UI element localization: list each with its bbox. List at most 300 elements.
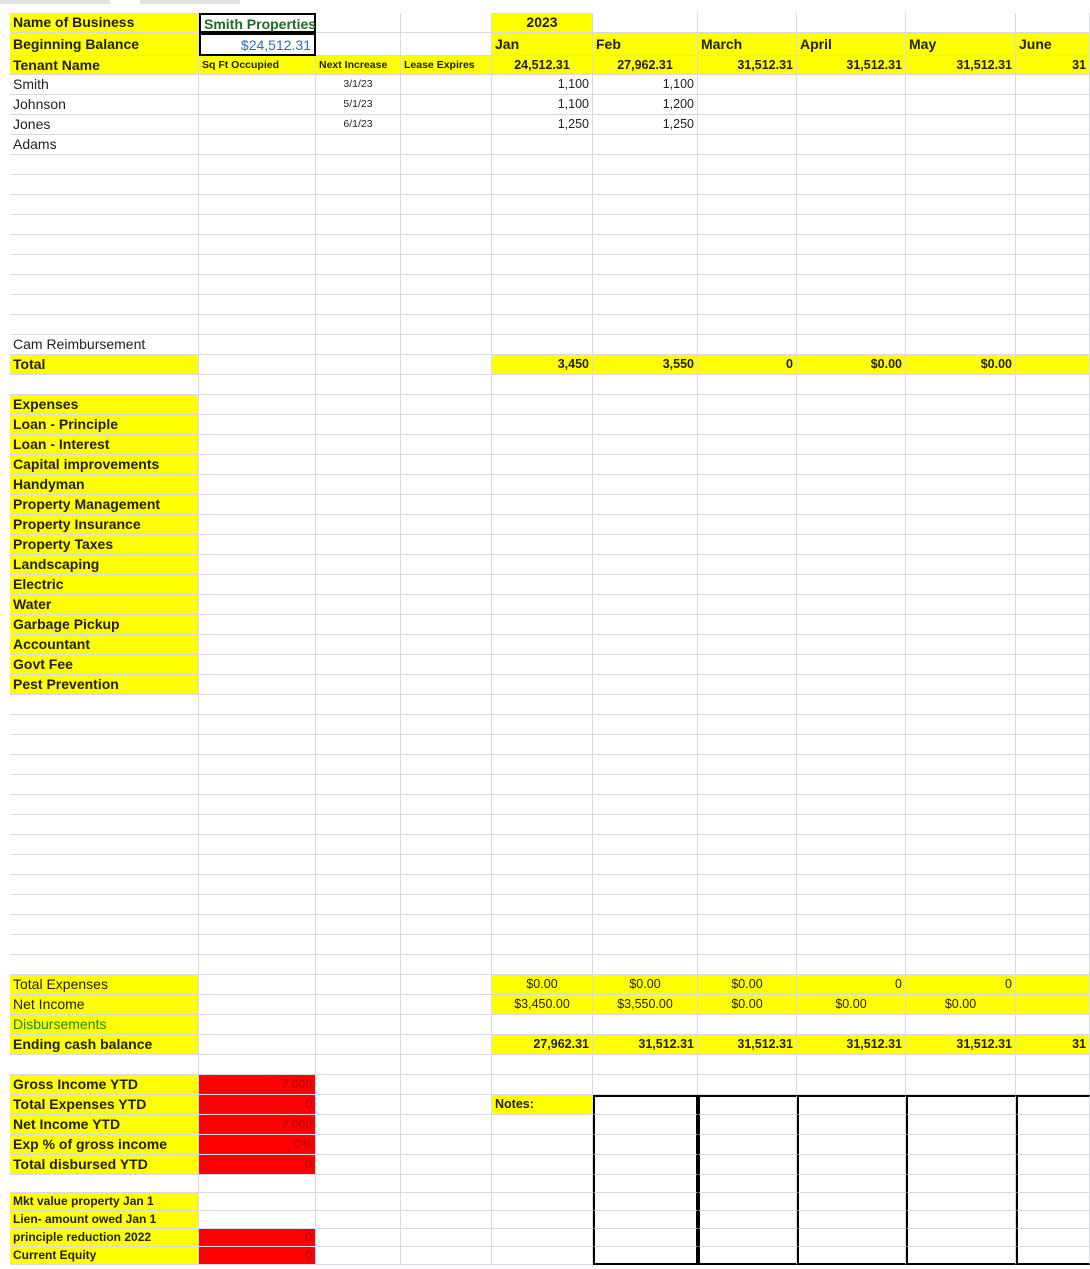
empty-cell[interactable]: [401, 435, 492, 455]
empty-cell[interactable]: [199, 415, 316, 435]
month-header-april[interactable]: April: [797, 33, 906, 56]
notes-box-cell[interactable]: [1016, 1229, 1090, 1247]
month-ending-balance[interactable]: 31: [1016, 1035, 1090, 1055]
empty-cell[interactable]: [10, 175, 199, 195]
empty-cell[interactable]: [1016, 655, 1090, 675]
empty-cell[interactable]: [1016, 13, 1090, 33]
empty-cell[interactable]: [401, 275, 492, 295]
notes-box-cell[interactable]: [906, 1247, 1016, 1265]
empty-cell[interactable]: [199, 475, 316, 495]
notes-box-cell[interactable]: [698, 1247, 797, 1265]
empty-cell[interactable]: [199, 955, 316, 975]
empty-cell[interactable]: [1016, 915, 1090, 935]
empty-cell[interactable]: [698, 735, 797, 755]
beginning-balance-label[interactable]: Beginning Balance: [10, 33, 199, 56]
empty-cell[interactable]: [1016, 315, 1090, 335]
empty-cell[interactable]: [401, 1095, 492, 1115]
empty-cell[interactable]: [10, 315, 199, 335]
empty-cell[interactable]: [492, 695, 593, 715]
empty-cell[interactable]: [316, 295, 401, 315]
notes-box-cell[interactable]: [593, 1247, 698, 1265]
month-header-march[interactable]: March: [698, 33, 797, 56]
empty-cell[interactable]: [492, 455, 593, 475]
empty-cell[interactable]: [593, 275, 698, 295]
empty-cell[interactable]: [401, 575, 492, 595]
empty-cell[interactable]: [199, 295, 316, 315]
notes-box-cell[interactable]: [1016, 1135, 1090, 1155]
notes-box-cell[interactable]: [698, 1095, 797, 1115]
empty-cell[interactable]: [199, 835, 316, 855]
ytd-value[interactable]: 0: [199, 1155, 316, 1175]
notes-box-cell[interactable]: [698, 1211, 797, 1229]
empty-cell[interactable]: [316, 1175, 401, 1193]
empty-cell[interactable]: [593, 535, 698, 555]
empty-cell[interactable]: [797, 955, 906, 975]
empty-cell[interactable]: [698, 795, 797, 815]
empty-cell[interactable]: [401, 315, 492, 335]
empty-cell[interactable]: [593, 295, 698, 315]
empty-cell[interactable]: [906, 235, 1016, 255]
empty-cell[interactable]: [492, 895, 593, 915]
empty-cell[interactable]: [316, 675, 401, 695]
empty-cell[interactable]: [199, 215, 316, 235]
empty-cell[interactable]: [316, 615, 401, 635]
month-ending-balance[interactable]: 31,512.31: [593, 1035, 698, 1055]
tenant-sqft[interactable]: [199, 135, 316, 155]
empty-cell[interactable]: [797, 835, 906, 855]
empty-cell[interactable]: [906, 295, 1016, 315]
empty-cell[interactable]: [199, 1035, 316, 1055]
notes-box-cell[interactable]: [698, 1155, 797, 1175]
name-of-business-label[interactable]: Name of Business: [10, 13, 199, 33]
empty-cell[interactable]: [906, 575, 1016, 595]
empty-cell[interactable]: [797, 655, 906, 675]
empty-cell[interactable]: [199, 675, 316, 695]
notes-box-cell[interactable]: [593, 1135, 698, 1155]
empty-cell[interactable]: [401, 1115, 492, 1135]
empty-cell[interactable]: [906, 475, 1016, 495]
empty-cell[interactable]: [316, 955, 401, 975]
empty-cell[interactable]: [199, 915, 316, 935]
empty-cell[interactable]: [698, 575, 797, 595]
empty-cell[interactable]: [1016, 275, 1090, 295]
empty-cell[interactable]: [906, 115, 1016, 135]
month-start-balance[interactable]: 31,512.31: [797, 56, 906, 75]
empty-cell[interactable]: [1016, 695, 1090, 715]
month-start-balance[interactable]: 31,512.31: [906, 56, 1016, 75]
empty-cell[interactable]: [593, 495, 698, 515]
empty-cell[interactable]: [593, 715, 698, 735]
empty-cell[interactable]: [906, 735, 1016, 755]
empty-cell[interactable]: [593, 755, 698, 775]
empty-cell[interactable]: [906, 1075, 1016, 1095]
empty-cell[interactable]: [401, 515, 492, 535]
notes-box-cell[interactable]: [593, 1175, 698, 1193]
empty-cell[interactable]: [401, 175, 492, 195]
tenant-next-increase[interactable]: 5/1/23: [316, 95, 401, 115]
empty-cell[interactable]: [593, 895, 698, 915]
month-total[interactable]: 0: [698, 355, 797, 375]
empty-cell[interactable]: [401, 33, 492, 56]
empty-cell[interactable]: [698, 695, 797, 715]
net-income-label[interactable]: Net Income: [10, 995, 199, 1015]
empty-cell[interactable]: [316, 155, 401, 175]
empty-cell[interactable]: [906, 275, 1016, 295]
empty-cell[interactable]: [906, 175, 1016, 195]
empty-cell[interactable]: [1016, 595, 1090, 615]
empty-cell[interactable]: [1016, 835, 1090, 855]
empty-cell[interactable]: [593, 575, 698, 595]
empty-cell[interactable]: [199, 935, 316, 955]
empty-cell[interactable]: [1016, 515, 1090, 535]
month-net-income[interactable]: $3,550.00: [593, 995, 698, 1015]
empty-cell[interactable]: [199, 455, 316, 475]
empty-cell[interactable]: [492, 835, 593, 855]
empty-cell[interactable]: [1016, 375, 1090, 395]
notes-box-cell[interactable]: [698, 1193, 797, 1211]
month-start-balance[interactable]: 27,962.31: [593, 56, 698, 75]
empty-cell[interactable]: [797, 295, 906, 315]
empty-cell[interactable]: [797, 715, 906, 735]
empty-cell[interactable]: [492, 315, 593, 335]
empty-cell[interactable]: [906, 1055, 1016, 1075]
notes-box-cell[interactable]: [698, 1175, 797, 1193]
empty-cell[interactable]: [316, 175, 401, 195]
expense-label[interactable]: Govt Fee: [10, 655, 199, 675]
empty-cell[interactable]: [316, 315, 401, 335]
notes-box-cell[interactable]: [906, 1115, 1016, 1135]
empty-cell[interactable]: [401, 915, 492, 935]
equity-value[interactable]: 0: [199, 1247, 316, 1265]
empty-cell[interactable]: [199, 775, 316, 795]
empty-cell[interactable]: [593, 195, 698, 215]
equity-value[interactable]: [199, 1193, 316, 1211]
notes-box-cell[interactable]: [797, 1175, 906, 1193]
empty-cell[interactable]: [906, 875, 1016, 895]
notes-box-cell[interactable]: [906, 1229, 1016, 1247]
empty-cell[interactable]: [401, 1075, 492, 1095]
empty-cell[interactable]: [698, 1015, 797, 1035]
empty-cell[interactable]: [401, 995, 492, 1015]
empty-cell[interactable]: [1016, 555, 1090, 575]
empty-cell[interactable]: [10, 1175, 199, 1193]
empty-cell[interactable]: [492, 215, 593, 235]
empty-cell[interactable]: [593, 635, 698, 655]
empty-cell[interactable]: [492, 555, 593, 575]
empty-cell[interactable]: [906, 935, 1016, 955]
expense-label[interactable]: Capital improvements: [10, 455, 199, 475]
tenant-next-increase[interactable]: 6/1/23: [316, 115, 401, 135]
empty-cell[interactable]: [593, 375, 698, 395]
empty-cell[interactable]: [797, 175, 906, 195]
empty-cell[interactable]: [492, 235, 593, 255]
empty-cell[interactable]: [1016, 575, 1090, 595]
empty-cell[interactable]: [401, 1135, 492, 1155]
empty-cell[interactable]: [10, 715, 199, 735]
empty-cell[interactable]: [316, 835, 401, 855]
month-net-income[interactable]: [1016, 995, 1090, 1015]
next-increase-header[interactable]: Next Increase: [316, 56, 401, 75]
notes-box-cell[interactable]: [698, 1115, 797, 1135]
empty-cell[interactable]: [593, 415, 698, 435]
empty-cell[interactable]: [797, 515, 906, 535]
empty-cell[interactable]: [492, 155, 593, 175]
notes-label[interactable]: Notes:: [492, 1095, 593, 1115]
empty-cell[interactable]: [797, 795, 906, 815]
empty-cell[interactable]: [316, 735, 401, 755]
empty-cell[interactable]: [698, 615, 797, 635]
empty-cell[interactable]: [698, 775, 797, 795]
empty-cell[interactable]: [316, 1247, 401, 1265]
empty-cell[interactable]: [906, 595, 1016, 615]
empty-cell[interactable]: [797, 215, 906, 235]
empty-cell[interactable]: [199, 855, 316, 875]
empty-cell[interactable]: [593, 595, 698, 615]
empty-cell[interactable]: [593, 875, 698, 895]
month-total-expenses[interactable]: $0.00: [593, 975, 698, 995]
empty-cell[interactable]: [593, 775, 698, 795]
empty-cell[interactable]: [906, 215, 1016, 235]
empty-cell[interactable]: [906, 455, 1016, 475]
beginning-balance-field[interactable]: $24,512.31: [199, 33, 316, 56]
month-header-jan[interactable]: Jan: [492, 33, 593, 56]
empty-cell[interactable]: [492, 935, 593, 955]
empty-cell[interactable]: [698, 815, 797, 835]
expense-label[interactable]: Property Taxes: [10, 535, 199, 555]
empty-cell[interactable]: [316, 1035, 401, 1055]
empty-cell[interactable]: [199, 715, 316, 735]
empty-cell[interactable]: [593, 615, 698, 635]
notes-box-cell[interactable]: [1016, 1193, 1090, 1211]
empty-cell[interactable]: [1016, 155, 1090, 175]
empty-cell[interactable]: [797, 535, 906, 555]
empty-cell[interactable]: [401, 215, 492, 235]
notes-box-cell[interactable]: [1016, 1175, 1090, 1193]
empty-cell[interactable]: [10, 275, 199, 295]
empty-cell[interactable]: [316, 335, 401, 355]
empty-cell[interactable]: [492, 195, 593, 215]
empty-cell[interactable]: [401, 595, 492, 615]
equity-value[interactable]: 0: [199, 1229, 316, 1247]
ytd-label[interactable]: Total disbursed YTD: [10, 1155, 199, 1175]
empty-cell[interactable]: [1016, 875, 1090, 895]
empty-cell[interactable]: [10, 775, 199, 795]
empty-cell[interactable]: [906, 855, 1016, 875]
empty-cell[interactable]: [698, 315, 797, 335]
empty-cell[interactable]: [10, 215, 199, 235]
empty-cell[interactable]: [199, 1015, 316, 1035]
expense-label[interactable]: Loan - Interest: [10, 435, 199, 455]
ytd-value[interactable]: 7,000: [199, 1115, 316, 1135]
empty-cell[interactable]: [1016, 935, 1090, 955]
empty-cell[interactable]: [10, 755, 199, 775]
tenant-jan-rent[interactable]: 1,100: [492, 75, 593, 95]
empty-cell[interactable]: [401, 375, 492, 395]
tenant-feb-rent[interactable]: 1,200: [593, 95, 698, 115]
empty-cell[interactable]: [1016, 295, 1090, 315]
empty-cell[interactable]: [401, 815, 492, 835]
empty-cell[interactable]: [492, 275, 593, 295]
empty-cell[interactable]: [698, 195, 797, 215]
empty-cell[interactable]: [797, 595, 906, 615]
empty-cell[interactable]: [593, 175, 698, 195]
empty-cell[interactable]: [797, 1055, 906, 1075]
empty-cell[interactable]: [906, 655, 1016, 675]
empty-cell[interactable]: [698, 335, 797, 355]
empty-cell[interactable]: [698, 835, 797, 855]
empty-cell[interactable]: [316, 655, 401, 675]
expense-label[interactable]: Handyman: [10, 475, 199, 495]
empty-cell[interactable]: [199, 655, 316, 675]
empty-cell[interactable]: [698, 435, 797, 455]
empty-cell[interactable]: [199, 535, 316, 555]
month-net-income[interactable]: $3,450.00: [492, 995, 593, 1015]
empty-cell[interactable]: [401, 755, 492, 775]
empty-cell[interactable]: [797, 235, 906, 255]
empty-cell[interactable]: [906, 695, 1016, 715]
empty-cell[interactable]: [401, 1193, 492, 1211]
empty-cell[interactable]: [316, 915, 401, 935]
empty-cell[interactable]: [401, 935, 492, 955]
notes-box-cell[interactable]: [593, 1155, 698, 1175]
empty-cell[interactable]: [906, 615, 1016, 635]
empty-cell[interactable]: [1016, 635, 1090, 655]
empty-cell[interactable]: [492, 515, 593, 535]
empty-cell[interactable]: [492, 1247, 593, 1265]
total-label[interactable]: Total: [10, 355, 199, 375]
empty-cell[interactable]: [199, 355, 316, 375]
month-ending-balance[interactable]: 31,512.31: [698, 1035, 797, 1055]
empty-cell[interactable]: [797, 255, 906, 275]
empty-cell[interactable]: [698, 295, 797, 315]
empty-cell[interactable]: [316, 695, 401, 715]
empty-cell[interactable]: [698, 515, 797, 535]
empty-cell[interactable]: [698, 655, 797, 675]
empty-cell[interactable]: [492, 1055, 593, 1075]
empty-cell[interactable]: [492, 1075, 593, 1095]
empty-cell[interactable]: [401, 1055, 492, 1075]
empty-cell[interactable]: [906, 835, 1016, 855]
empty-cell[interactable]: [593, 235, 698, 255]
empty-cell[interactable]: [492, 1193, 593, 1211]
empty-cell[interactable]: [492, 255, 593, 275]
empty-cell[interactable]: [10, 895, 199, 915]
empty-cell[interactable]: [906, 75, 1016, 95]
empty-cell[interactable]: [1016, 95, 1090, 115]
empty-cell[interactable]: [316, 515, 401, 535]
empty-cell[interactable]: [797, 335, 906, 355]
notes-box-cell[interactable]: [698, 1135, 797, 1155]
equity-label[interactable]: Lien- amount owed Jan 1: [10, 1211, 199, 1229]
empty-cell[interactable]: [401, 335, 492, 355]
expense-label[interactable]: Electric: [10, 575, 199, 595]
empty-cell[interactable]: [199, 515, 316, 535]
empty-cell[interactable]: [698, 455, 797, 475]
empty-cell[interactable]: [698, 475, 797, 495]
empty-cell[interactable]: [316, 415, 401, 435]
empty-cell[interactable]: [401, 355, 492, 375]
empty-cell[interactable]: [199, 235, 316, 255]
total-expenses-label[interactable]: Total Expenses: [10, 975, 199, 995]
empty-cell[interactable]: [316, 1095, 401, 1115]
empty-cell[interactable]: [316, 555, 401, 575]
empty-cell[interactable]: [906, 155, 1016, 175]
empty-cell[interactable]: [492, 795, 593, 815]
notes-box-cell[interactable]: [906, 1095, 1016, 1115]
tenant-lease-expires[interactable]: [401, 75, 492, 95]
expenses-header[interactable]: Expenses: [10, 395, 199, 415]
empty-cell[interactable]: [797, 135, 906, 155]
empty-cell[interactable]: [199, 1175, 316, 1193]
notes-box-cell[interactable]: [1016, 1247, 1090, 1265]
empty-cell[interactable]: [316, 775, 401, 795]
empty-cell[interactable]: [593, 155, 698, 175]
empty-cell[interactable]: [698, 855, 797, 875]
empty-cell[interactable]: [199, 395, 316, 415]
month-total[interactable]: 3,550: [593, 355, 698, 375]
empty-cell[interactable]: [199, 1055, 316, 1075]
empty-cell[interactable]: [1016, 495, 1090, 515]
empty-cell[interactable]: [492, 1115, 593, 1135]
empty-cell[interactable]: [698, 675, 797, 695]
expense-label[interactable]: Water: [10, 595, 199, 615]
empty-cell[interactable]: [906, 335, 1016, 355]
empty-cell[interactable]: [797, 475, 906, 495]
empty-cell[interactable]: [698, 915, 797, 935]
month-start-balance[interactable]: 31: [1016, 56, 1090, 75]
empty-cell[interactable]: [316, 1055, 401, 1075]
empty-cell[interactable]: [316, 1135, 401, 1155]
empty-cell[interactable]: [199, 735, 316, 755]
empty-cell[interactable]: [593, 435, 698, 455]
month-total-expenses[interactable]: 0: [797, 975, 906, 995]
empty-cell[interactable]: [797, 915, 906, 935]
empty-cell[interactable]: [316, 795, 401, 815]
month-total-expenses[interactable]: $0.00: [492, 975, 593, 995]
tenant-name-label[interactable]: Tenant Name: [10, 56, 199, 75]
month-total[interactable]: [1016, 355, 1090, 375]
empty-cell[interactable]: [1016, 195, 1090, 215]
empty-cell[interactable]: [797, 1075, 906, 1095]
empty-cell[interactable]: [10, 375, 199, 395]
empty-cell[interactable]: [401, 795, 492, 815]
empty-cell[interactable]: [906, 315, 1016, 335]
empty-cell[interactable]: [316, 815, 401, 835]
empty-cell[interactable]: [593, 555, 698, 575]
empty-cell[interactable]: [1016, 535, 1090, 555]
empty-cell[interactable]: [906, 815, 1016, 835]
empty-cell[interactable]: [906, 255, 1016, 275]
notes-box-cell[interactable]: [797, 1155, 906, 1175]
notes-box-cell[interactable]: [593, 1211, 698, 1229]
empty-cell[interactable]: [316, 33, 401, 56]
empty-cell[interactable]: [593, 395, 698, 415]
empty-cell[interactable]: [492, 775, 593, 795]
empty-cell[interactable]: [797, 455, 906, 475]
tenant-jan-rent[interactable]: 1,100: [492, 95, 593, 115]
empty-cell[interactable]: [593, 655, 698, 675]
empty-cell[interactable]: [316, 875, 401, 895]
month-total-expenses[interactable]: [1016, 975, 1090, 995]
notes-box-cell[interactable]: [906, 1211, 1016, 1229]
empty-cell[interactable]: [797, 95, 906, 115]
expense-label[interactable]: Pest Prevention: [10, 675, 199, 695]
empty-cell[interactable]: [401, 635, 492, 655]
notes-box-cell[interactable]: [906, 1175, 1016, 1193]
empty-cell[interactable]: [316, 1115, 401, 1135]
empty-cell[interactable]: [401, 1155, 492, 1175]
empty-cell[interactable]: [1016, 795, 1090, 815]
